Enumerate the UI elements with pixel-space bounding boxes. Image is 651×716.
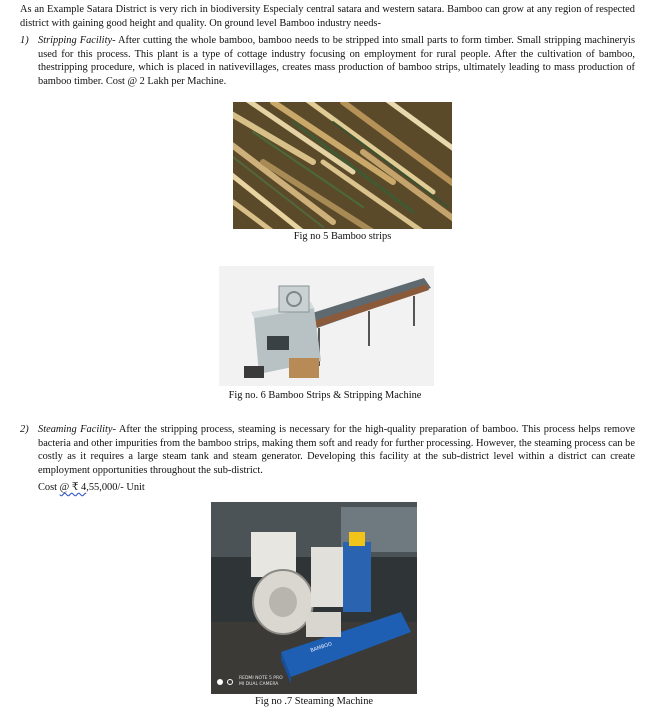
cost-prefix: Cost (38, 482, 60, 493)
bamboo-strips-image (233, 102, 452, 229)
camera-dot-icon (217, 679, 223, 685)
camera-dot-icon (227, 679, 233, 685)
item-heading: Stripping Facility (38, 35, 113, 46)
item-text: - After the stripping process, steaming is necessary for the high-quality preparation of bamboo. This process helps remove bacteria and other impurities from the bamboo strips, making them soft and ready for further processing. However, the steaming process can be costly as it requires a large steam tank and steam generator. Developing this facility at the sub-district level within a district can create employment opportunities throughout the sub-district. (38, 424, 635, 476)
svg-text:BAMBOO: BAMBOO (309, 641, 333, 654)
list-item-stripping (20, 34, 635, 88)
figure-steaming-machine (211, 502, 417, 694)
figure-bamboo-strips (233, 102, 452, 229)
watermark-line: REDMI NOTE 5 PRO (239, 676, 283, 681)
cost-suffix: ,55,000/- Unit (86, 482, 145, 493)
cost-line (38, 481, 145, 493)
intro-paragraph: As an Example Satara District is very rich in biodiversity Especialy central satara and western satara. Bamboo can grow at any region of respected district with gaining good height and quality. On ground level Bamboo industry needs- (20, 4, 635, 29)
figure-caption: Fig no 5 Bamboo strips (293, 231, 392, 242)
list-number: 1) (20, 35, 29, 46)
list-item-body (38, 423, 635, 477)
list-item-steaming (20, 423, 635, 477)
camera-watermark (217, 676, 283, 688)
item-text: - After cutting the whole bamboo, bamboo needs to be stripped into small parts to form timber. Small stripping machineryis used for this process. This plant is a type of cottage industry focusing on employment for rural people. After the cultivation of bamboo, thestripping procedure, which is placed in nativevillages, creates mass production of bamboo strips, ultimately leading to mass production of bamboo timber. Cost @ 2 Lakh per Machine. (38, 35, 635, 87)
stripping-machine-image (219, 266, 434, 386)
list-number: 2) (20, 424, 29, 435)
list-item-body (38, 34, 635, 88)
figure-caption: Fig no. 6 Bamboo Strips & Stripping Machine (228, 390, 422, 401)
item-heading: Steaming Facility (38, 424, 113, 435)
figure-stripping-machine (219, 266, 434, 386)
cost-amount: @ ₹ 4 (59, 482, 87, 493)
watermark-line: MI DUAL CAMERA (239, 682, 279, 687)
figure-caption: Fig no .7 Steaming Machine (254, 696, 374, 707)
steaming-machine-image (211, 502, 417, 694)
